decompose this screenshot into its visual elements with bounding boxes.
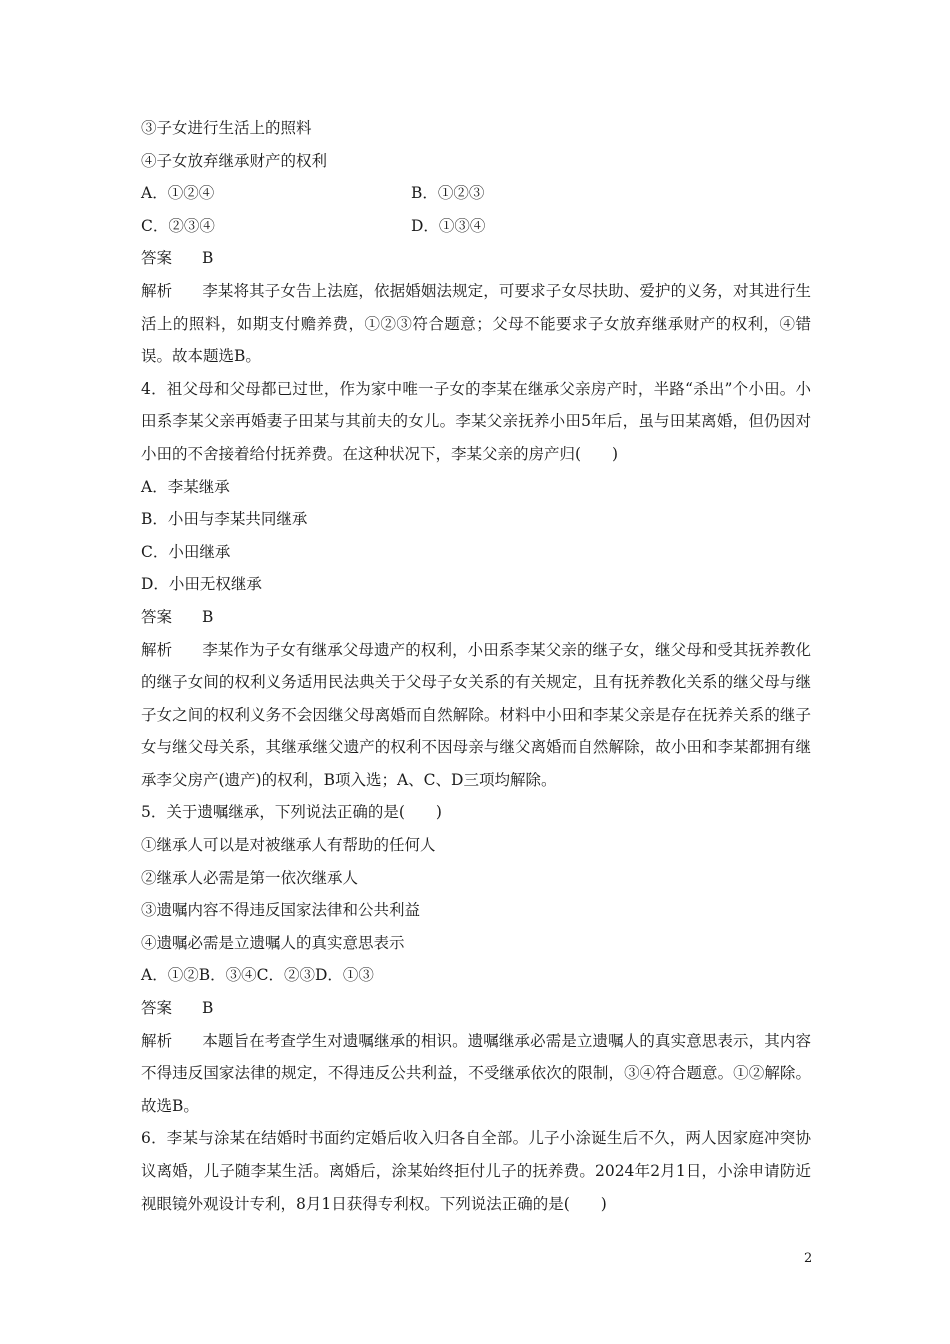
- q3-analysis: [141, 275, 811, 373]
- q5-analysis-label: 解析: [141, 1031, 173, 1050]
- q5-item-4: ④遗嘱必需是立遗嘱人的真实意思表示: [141, 933, 405, 952]
- q4-analysis: [141, 634, 811, 797]
- q6-stem: 6．李某与涂某在结婚时书面约定婚后收入归各自全部。儿子小涂诞生后不久，两人因家庭冲突协议离婚，儿子随李某生活。离婚后，涂某始终拒付儿子的抚养费。2024年2月1日，小涂申请防近视眼镜外观设计专利，8月1日获得专利权。下列说法正确的是( ): [141, 1129, 811, 1213]
- q4-stem: 4．祖父母和父母都已过世，作为家中唯一子女的李某在继承父亲房产时，半路“杀出”个小田。小田系李某父亲再婚妻子田某与其前夫的女儿。李某父亲抚养小田5年后，虽与田某离婚，但仍因对小田的不舍接着给付抚养费。在这种状况下，李某父亲的房产归( ): [141, 379, 811, 463]
- q3-item-4: ④子女放弃继承财产的权利: [141, 151, 328, 170]
- q3-answer-value: B: [202, 249, 214, 268]
- q3-option-b: B．①②③: [411, 184, 485, 203]
- q4-option-d: D．小田无权继承: [141, 575, 262, 594]
- q5-stem: 5．关于遗嘱继承，下列说法正确的是( ): [141, 803, 442, 822]
- q5-item-2: ②继承人必需是第一依次继承人: [141, 868, 359, 887]
- q3-options-row-1: [141, 177, 811, 210]
- q3-item-3: ③子女进行生活上的照料: [141, 119, 312, 137]
- q4-answer: [141, 601, 811, 634]
- q3-options-row-2: [141, 210, 811, 243]
- q3-answer-label: 答案: [141, 249, 173, 268]
- q5-item-3: ③遗嘱内容不得违反国家法律和公共利益: [141, 901, 421, 920]
- q3-answer: [141, 242, 811, 275]
- page-content: [141, 112, 811, 1220]
- q5-answer-label: 答案: [141, 999, 173, 1018]
- q4-answer-label: 答案: [141, 607, 173, 626]
- q3-option-a: A．①②④: [141, 184, 215, 203]
- q4-analysis-label: 解析: [141, 640, 173, 659]
- q4-option-c: C．小田继承: [141, 542, 231, 561]
- page-number: 2: [804, 1251, 813, 1266]
- q5-analysis-text: 本题旨在考查学生对遗嘱继承的相识。遗嘱继承必需是立遗嘱人的真实意思表示，其内容不得违反国家法律的规定，不得违反公共利益，不受继承依次的限制，③④符合题意。①②解除。故选B。: [141, 1031, 811, 1115]
- q3-option-c: C．②③④: [141, 216, 215, 235]
- q3-analysis-text: 李某将其子女告上法庭，依据婚姻法规定，可要求子女尽扶助、爱护的义务，对其进行生活上的照料，如期支付赡养费，①②③符合题意；父母不能要求子女放弃继承财产的权利，④错误。故本题选B。: [141, 281, 811, 366]
- q5-answer: [141, 992, 811, 1025]
- q4-analysis-text: 李某作为子女有继承父母遗产的权利，小田系李某父亲的继子女，继父母和受其抚养教化的继子女间的权利义务适用民法典关于父母子女关系的有关规定，且有抚养教化关系的继父母与继子女之间的权利义务不会因继父母离婚而自然解除。材料中小田和李某父亲是存在抚养关系的继子女与继父母关系，其继承继父遗产的权利不因母亲与继父离婚而自然解除，故小田和李某都拥有继承李父房产(遗产)的权利，B项入选；A、C、D三项均解除。: [141, 640, 811, 789]
- q4-option-a: A．李某继承: [141, 477, 230, 496]
- q3-option-d: D．①③④: [411, 216, 486, 235]
- q4-answer-value: B: [202, 607, 214, 626]
- q5-answer-value: B: [202, 999, 214, 1018]
- q3-analysis-label: 解析: [141, 281, 173, 300]
- q5-analysis: [141, 1025, 811, 1123]
- q5-item-1: ①继承人可以是对被继承人有帮助的任何人: [141, 836, 436, 855]
- q4-option-b: B．小田与李某共同继承: [141, 510, 308, 529]
- q5-options: A．①②B．③④C．②③D．①③: [141, 966, 374, 985]
